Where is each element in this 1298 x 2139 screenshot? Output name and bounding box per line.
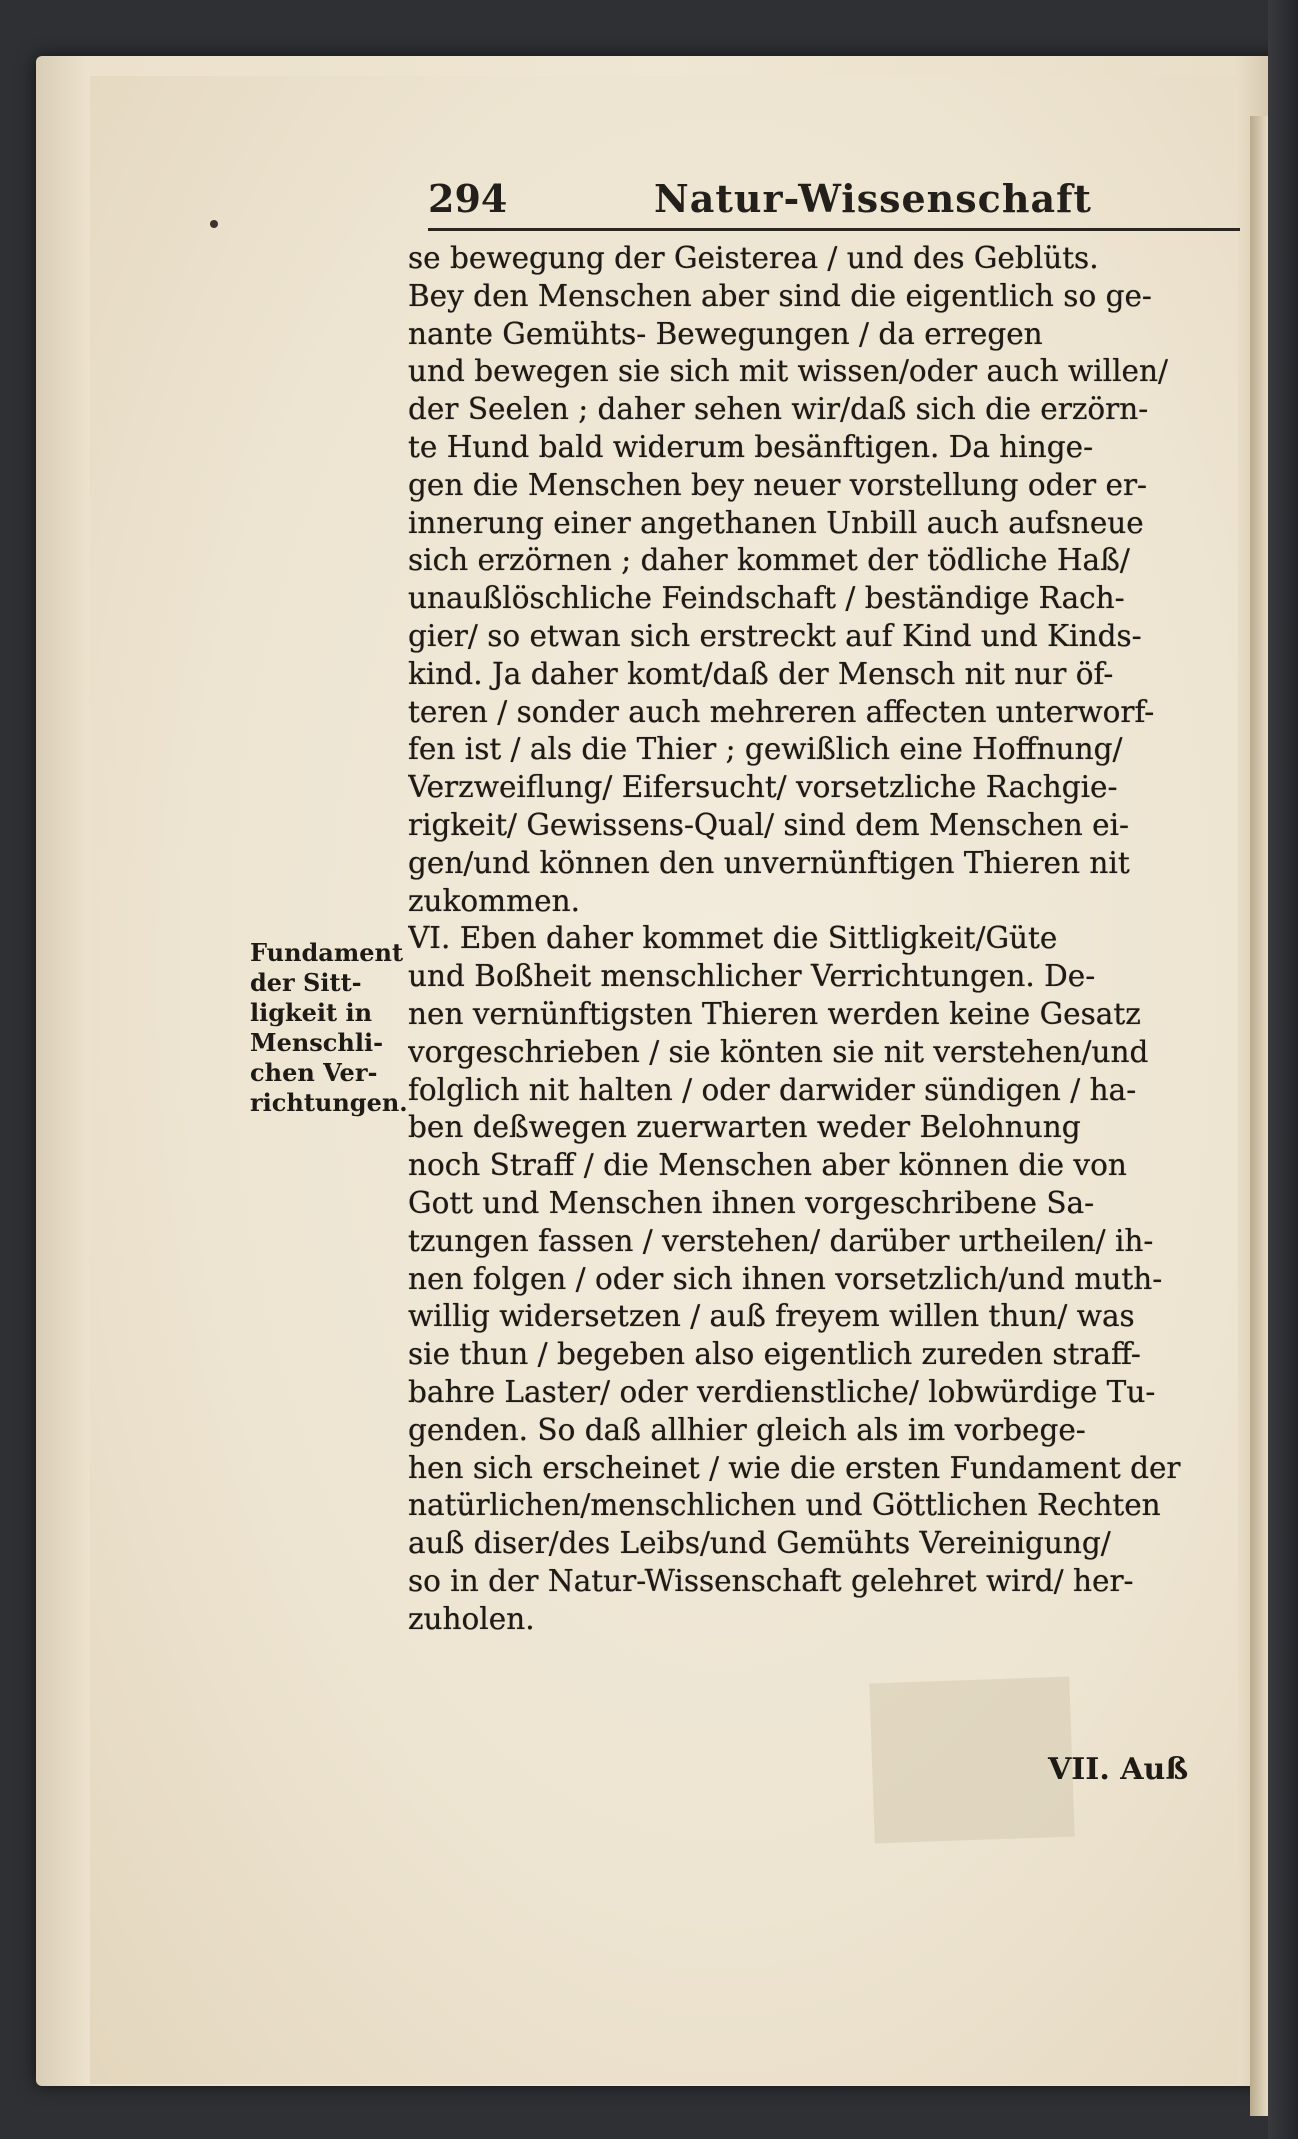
text-line: gen/und können den unvernünftigen Thieren nit (408, 845, 1130, 880)
text-line: so in der Natur-Wissenschaft gelehret wird/ her- (408, 1563, 1134, 1598)
text-line: gier/ so etwan sich erstreckt auf Kind und Kinds- (408, 618, 1142, 653)
text-line: fen ist / als die Thier ; gewißlich eine Hoffnung/ (408, 732, 1123, 767)
text-line: Verzweiflung/ Eifersucht/ vorsetzliche Rachgie- (408, 770, 1118, 805)
ink-dot (210, 220, 218, 228)
page-number: 294 (428, 176, 508, 221)
text-line: sie thun / begeben also eigentlich zureden straff- (408, 1337, 1141, 1372)
margin-note-line: chen Ver- (250, 1058, 378, 1087)
text-line: der Seelen ; daher sehen wir/daß sich die erzörn- (408, 392, 1149, 427)
text-line: kind. Ja daher komt/daß der Mensch nit nur öf- (408, 656, 1114, 691)
text-line: se bewegung der Geisterea / und des Geblüts. (408, 241, 1099, 275)
margin-note-line: richtungen. (250, 1088, 408, 1117)
text-line: teren / sonder auch mehreren affecten unterworf- (408, 694, 1155, 729)
text-line: sich erzörnen ; daher kommet der tödliche Haß/ (408, 543, 1130, 578)
text-line: bahre Laster/ oder verdienstliche/ lobwürdige Tu- (408, 1374, 1156, 1409)
text-line: tzungen fassen / verstehen/ darüber urtheilen/ ih- (408, 1223, 1154, 1258)
text-line: VI. Eben daher kommet die Sittligkeit/Güte (408, 921, 1058, 956)
text-line: auß diser/des Leibs/und Gemühts Vereinigung/ (408, 1526, 1111, 1561)
margin-note-line: der Sitt- (250, 968, 362, 997)
text-line: Bey den Menschen aber sind die eigentlich so ge- (408, 278, 1152, 313)
text-line: vorgeschrieben / sie könten sie nit verstehen/und (408, 1034, 1149, 1069)
margin-note-line: ligkeit in (250, 998, 373, 1027)
text-line: ben deßwegen zuerwarten weder Belohnung (408, 1110, 1081, 1145)
text-line: zuholen. (408, 1601, 535, 1636)
text-line: gen die Menschen bey neuer vorstellung oder er- (408, 467, 1148, 502)
text-line: und bewegen sie sich mit wissen/oder auch willen/ (408, 354, 1168, 389)
tape-repair (869, 1677, 1074, 1844)
margin-note-line: Menschli- (250, 1028, 384, 1057)
text-line: willig widersetzen / auß freyem willen thun/ was (408, 1299, 1135, 1334)
margin-note (250, 938, 420, 1118)
text-line: unaußlöschliche Feindschaft / beständige Rach- (408, 581, 1125, 616)
text-line: und Boßheit menschlicher Verrichtungen. De- (408, 959, 1096, 994)
text-line: rigkeit/ Gewissens-Qual/ sind dem Menschen ei- (408, 807, 1129, 842)
text-line: genden. So daß allhier gleich als im vorbege- (408, 1412, 1086, 1447)
text-line: nante Gemühts- Bewegungen / da erregen (408, 316, 1043, 351)
text-line: innerung einer angethanen Unbill auch aufsneue (408, 505, 1144, 540)
text-line: natürlichen/menschlichen und Göttlichen Rechten (408, 1488, 1161, 1523)
body-text (408, 240, 1214, 1638)
text-line: te Hund bald widerum besänftigen. Da hinge- (408, 429, 1094, 464)
text-line: noch Straff / die Menschen aber können die von (408, 1148, 1127, 1183)
text-line: Gott und Menschen ihnen vorgeschribene Sa- (408, 1185, 1095, 1220)
page-header (428, 176, 1240, 231)
text-line: nen folgen / oder sich ihnen vorsetzlich/und muth- (408, 1261, 1163, 1296)
text-line: zukommen. (408, 883, 580, 918)
text-line: folglich nit halten / oder darwider sündigen / ha- (408, 1072, 1137, 1107)
catchword: VII. Auß (1048, 1752, 1189, 1787)
text-line: nen vernünftigsten Thieren werden keine Gesatz (408, 996, 1141, 1031)
running-head: Natur-Wissenschaft (654, 176, 1092, 221)
background-edge (1268, 0, 1298, 2139)
margin-note-line: Fundament (250, 938, 404, 967)
text-line: hen sich erscheinet / wie die ersten Fundament der (408, 1450, 1181, 1485)
